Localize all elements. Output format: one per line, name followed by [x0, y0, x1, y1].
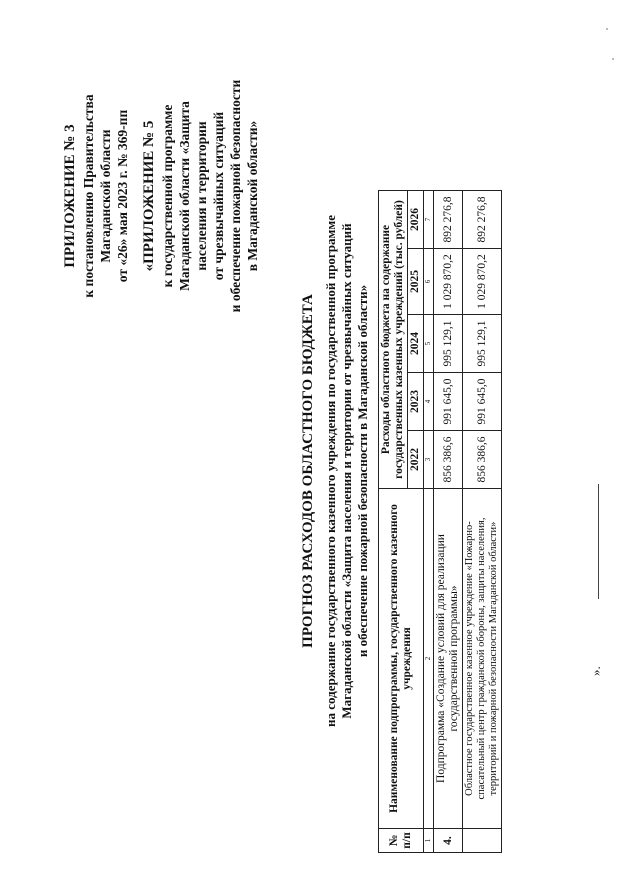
column-number-row	[424, 191, 434, 853]
column-number: 2	[424, 489, 434, 829]
appendix-line: Магаданской области	[98, 129, 113, 263]
sub-appendix-line: Магаданской области «Защита	[177, 101, 192, 291]
row-value: 995 129,1	[463, 315, 502, 373]
sub-appendix-line: к государственной программе	[160, 104, 175, 288]
sub-appendix-line: и обеспечение пожарной безопасности	[228, 79, 243, 313]
row-value: 1 029 870,2	[463, 249, 502, 315]
scan-speck	[606, 28, 608, 30]
column-number: 5	[424, 315, 434, 373]
column-number: 3	[424, 431, 434, 489]
row-name: Областное государственное казенное учреждение «Пожарно-спасательный центр гражданской обороны, защиты населения, территорий и пожарной безопасности Магаданской области»	[463, 489, 502, 829]
closing-quote: ».	[588, 666, 603, 676]
table-row	[434, 191, 463, 853]
row-value: 892 276,8	[463, 191, 502, 249]
appendix-line: от «26» мая 2023 г. № 369-пп	[115, 109, 130, 283]
signature-rule	[598, 484, 599, 599]
header-year: 2023	[408, 373, 424, 431]
row-number: 4.	[434, 829, 463, 853]
budget-table	[378, 190, 502, 853]
header-year: 2024	[408, 315, 424, 373]
sub-appendix-line: от чрезвычайных ситуаций	[211, 111, 226, 281]
subtitle-line: Магаданской области «Защита населения и территории от чрезвычайных ситуаций	[339, 223, 354, 719]
row-value: 1 029 870,2	[434, 249, 463, 315]
header-number: № п/п	[379, 829, 424, 853]
subtitle-line: и обеспечение пожарной безопасности в Магаданской области»	[355, 284, 370, 658]
sub-appendix-line: в Магаданской области»	[245, 120, 260, 272]
column-number: 6	[424, 249, 434, 315]
document-title: ПРОГНОЗ РАСХОДОВ ОБЛАСТНОГО БЮДЖЕТА	[300, 294, 316, 648]
column-number: 1	[424, 829, 434, 853]
header-name: Наименование подпрограммы, государственного казенного учреждения	[379, 489, 424, 829]
scan-speck	[612, 58, 614, 60]
row-value: 995 129,1	[434, 315, 463, 373]
row-value: 892 276,8	[434, 191, 463, 249]
appendix-heading: ПРИЛОЖЕНИЕ № 3	[62, 124, 78, 268]
table-row	[463, 191, 502, 853]
row-value: 856 386,6	[463, 431, 502, 489]
header-year: 2025	[408, 249, 424, 315]
header-expenses: Расходы областного бюджета на содержание государственных казенных учреждений (тыс. рублей)	[379, 191, 408, 489]
appendix-line: к постановлению Правительства	[81, 94, 96, 298]
row-value: 991 645,0	[463, 373, 502, 431]
document-subtitle	[323, 121, 371, 821]
sub-appendix-heading: «ПРИЛОЖЕНИЕ № 5	[141, 120, 157, 272]
appendix-block	[62, 76, 261, 316]
subtitle-line: на содержание государственного казенного учреждения по государственной программе	[323, 215, 338, 727]
header-year: 2022	[408, 431, 424, 489]
row-value: 856 386,6	[434, 431, 463, 489]
header-year: 2026	[408, 191, 424, 249]
column-number: 7	[424, 191, 434, 249]
row-value: 991 645,0	[434, 373, 463, 431]
row-number	[463, 829, 502, 853]
sub-appendix-line: населения и территории	[194, 121, 209, 271]
row-name: Подпрограмма «Создание условий для реализации государственной программы»	[434, 489, 463, 829]
column-number: 4	[424, 373, 434, 431]
